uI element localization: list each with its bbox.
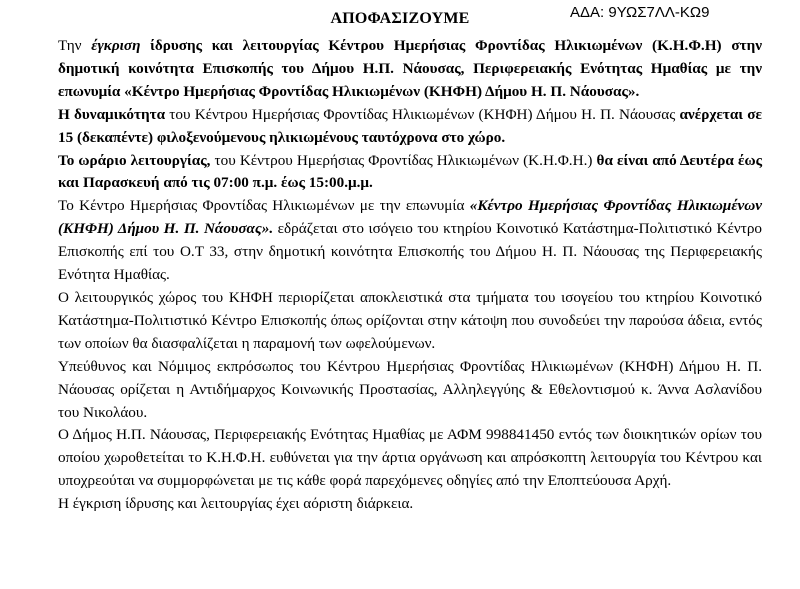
decision-body xyxy=(58,35,762,516)
ada-code: ΑΔΑ: 9ΥΩΣ7ΛΛ-ΚΩ9 xyxy=(570,4,710,21)
text-run-bold: Η δυναμικότητα xyxy=(58,105,166,123)
text-run: του Κέντρου Ημερήσιας Φροντίδας Ηλικιωμένων (Κ.Η.Φ.Η.) xyxy=(210,151,597,169)
text-run-bold: θα είναι από Δευτέρα έως και Παρασκευή από τις 07:00 π.μ. έως 15:00.μ.μ. xyxy=(58,151,762,192)
text-run-bold: ανέρχεται σε 15 (δεκαπέντε) φιλοξενούμενους ηλικιωμένους ταυτόχρονα στο χώρο. xyxy=(58,105,762,146)
paragraph-duration: Η έγκριση ίδρυσης και λειτουργίας έχει αόριστη διάρκεια. xyxy=(58,495,414,513)
paragraph-hours xyxy=(58,150,762,196)
paragraph-approval xyxy=(58,35,762,104)
paragraph-premises: Ο λειτουργικός χώρος του ΚΗΦΗ περιορίζεται αποκλειστικά στα τμήματα του ισογείου του κτηρίου Κοινοτικό Κατάστημα-Πολιτιστικό Κέντρο Επισκοπής όπως ορίζονται στην κάτοψη που συνοδεύει την παρούσα άδεια, εντός των οποίων θα διασφαλίζεται η παραμονή των ωφελούμενων. xyxy=(58,288,762,352)
text-run: του Κέντρου Ημερήσιας Φροντίδας Ηλικιωμένων (ΚΗΦΗ) Δήμου Η. Π. Νάουσας xyxy=(165,105,680,123)
document-heading: ΑΠΟΦΑΣΙΖΟΥΜΕ xyxy=(330,10,470,27)
text-run: Το Κέντρο Ημερήσιας Φροντίδας Ηλικιωμένων με την επωνυμία xyxy=(58,197,470,215)
text-run-emphasis: «Κέντρο Ημερήσιας Φροντίδας Ηλικιωμένων (ΚΗΦΗ) Δήμου Η. Π. Νάουσας». xyxy=(58,197,763,238)
text-run: Την xyxy=(58,37,92,54)
text-run: εδράζεται στο ισόγειο του κτηρίου Κοινοτικό Κατάστημα-Πολιτιστικό Κέντρο Επισκοπής επί του Ο.Τ 33, στην δημοτική κοινότητα Επισκοπής του Δήμου Η. Π. Νάουσας της Περιφερειακής Ενότητα Ημαθίας. xyxy=(58,220,763,284)
text-run-bold: Το ωράριο λειτουργίας, xyxy=(58,151,211,169)
text-run-emphasis: έγκριση xyxy=(91,37,141,54)
paragraph-representative: Υπεύθυνος και Νόμιμος εκπρόσωπος του Κέντρου Ημερήσιας Φροντίδας Ηλικιωμένων (ΚΗΦΗ) Δήμου Η. Π. Νάουσας ορίζεται η Αντιδήμαρχος Κοινωνικής Προστασίας, Αλληλεγγύης & Εθελοντισμού κ. Άννα Ασλανίδου του Νικολάου. xyxy=(58,357,762,421)
text-run-bold: ίδρυσης και λειτουργίας Κέντρου Ημερήσιας Φροντίδας Ηλικιωμένων (Κ.Η.Φ.Η) στην δημοτική κοινότητα Επισκοπής του Δήμου Η.Π. Νάουσας, Περιφερειακής Ενότητας Ημαθίας με την επωνυμία «Κέντρο Ημερήσιας Φροντίδας Ηλικιωμένων (ΚΗΦΗ) Δήμου Η. Π. Νάουσας». xyxy=(58,37,762,100)
paragraph-municipality: Ο Δήμος Η.Π. Νάουσας, Περιφερειακής Ενότητας Ημαθίας με ΑΦΜ 998841450 εντός των διοικητικών ορίων του οποίου χωροθετείται το Κ.Η.Φ.Η. ευθύνεται για την άρτια οργάνωση και απρόσκοπτη λειτουργία του Κέντρου και υποχρεούται να συμμορφώνεται με τις κάθε φορά παρεχόμενες οδηγίες από την Εποπτεύουσα Αρχή. xyxy=(58,426,762,490)
paragraph-location xyxy=(58,195,762,287)
paragraph-capacity xyxy=(58,104,762,150)
